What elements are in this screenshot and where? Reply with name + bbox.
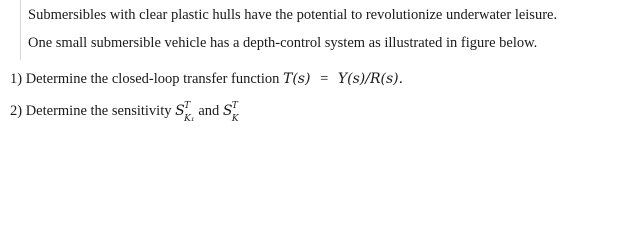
question-1-text: 1) Determine the closed-loop transfer function [10, 71, 280, 87]
intro-line-2: One small submersible vehicle has a depth-control system as illustrated in figure below. [28, 35, 538, 51]
sensitivity-k [222, 101, 243, 124]
equals-sign: = [320, 71, 329, 87]
intro-line-1: Submersibles with clear plastic hulls have the potential to revolutionize underwater leisure. [28, 7, 558, 23]
sensitivity-k1-subscript: K₁ [184, 114, 195, 124]
and-word: and [198, 103, 220, 119]
sensitivity-k-base: S [222, 103, 233, 119]
sensitivity-k-superscript: T [231, 101, 238, 111]
transfer-function-rhs: Y(s)/R(s). [337, 71, 404, 87]
sensitivity-k1-superscript: T [184, 101, 191, 111]
question-2 [10, 101, 242, 124]
sensitivity-k1 [175, 101, 195, 124]
sensitivity-k1-base: S [175, 103, 185, 119]
sensitivity-k-subscript: K [231, 114, 239, 124]
transfer-function-lhs: T(s) [283, 71, 311, 87]
question-2-text: 2) Determine the sensitivity [10, 103, 172, 119]
question-1 [10, 70, 403, 88]
left-margin-divider [20, 0, 21, 60]
